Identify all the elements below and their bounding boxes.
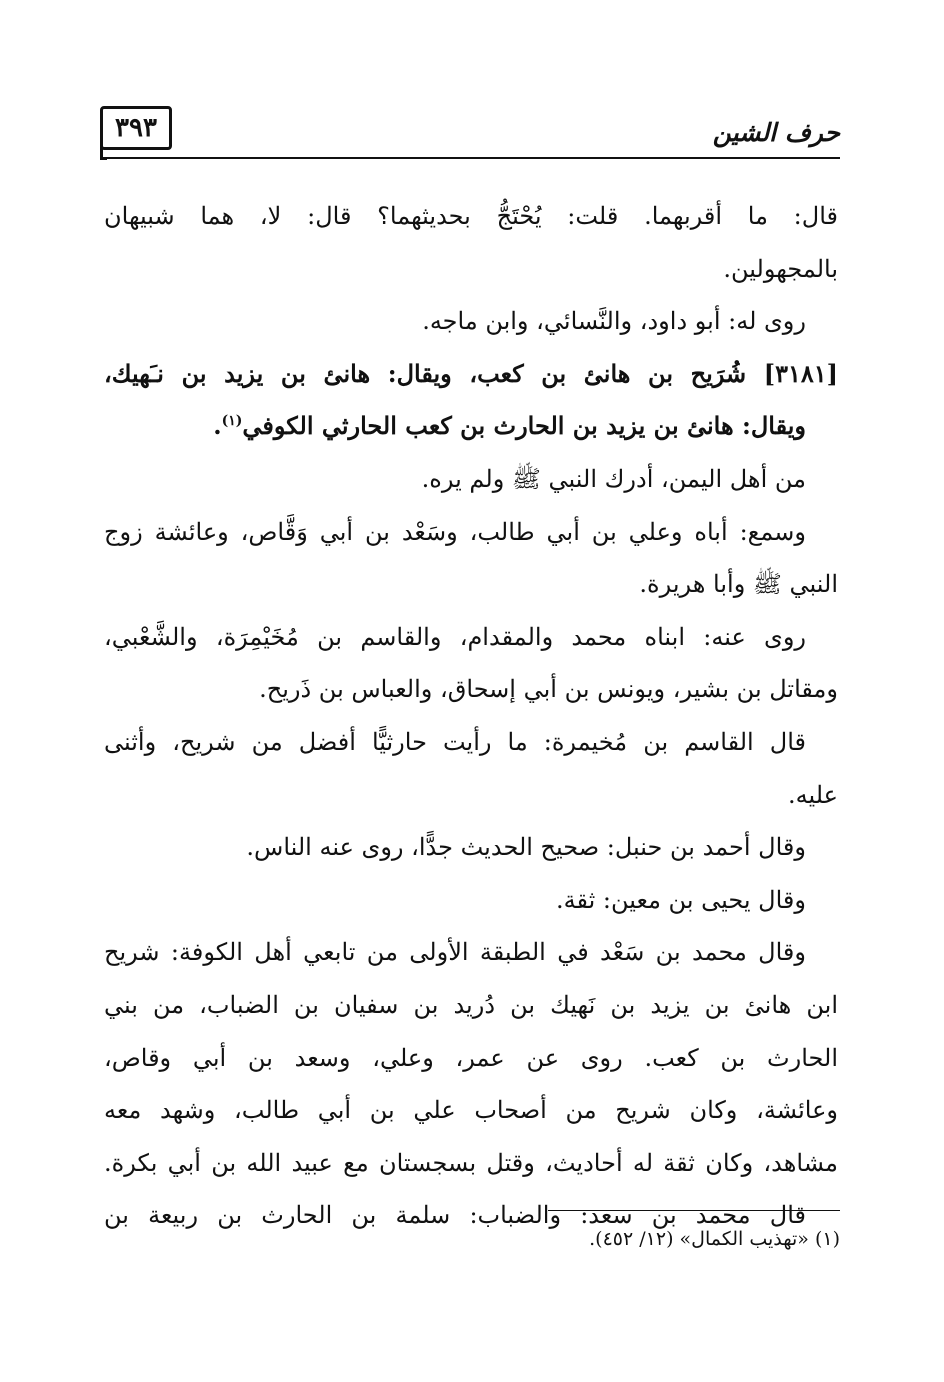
entry-heading-line: [٣١٨١] شُرَيح بن هانئ بن كعب، ويقال: هانئ بن يزيد بن نـَهيك، <box>104 358 838 388</box>
footnote-marker: (١) <box>221 413 243 430</box>
text-line: ابن هانئ بن يزيد بن نَهيك بن دُريد بن سفيان بن الضباب، من بني <box>104 990 838 1019</box>
entry-heading-line <box>104 400 838 453</box>
header-rule <box>100 157 840 159</box>
text-line: وقال محمد بن سَعْد في الطبقة الأولى من تابعي أهل الكوفة: شريح <box>104 938 806 967</box>
running-title: حرف الشين <box>712 118 840 147</box>
text-line: بالمجهولين. <box>723 254 838 283</box>
text-line: وعائشة، وكان شريح من أصحاب علي بن أبي طالب، وشهد معه <box>104 1096 838 1125</box>
text-line: وقال يحيى بن معين: ثقة. <box>555 885 806 914</box>
text-line: روى عنه: ابناه محمد والمقدام، والقاسم بن مُخَيْمِرَة، والشَّعْبي، <box>104 622 806 651</box>
text-line: النبي ﷺ وأبا هريرة. <box>639 570 838 599</box>
text-line: قال محمد بن سعد: والضباب: سلمة بن الحارث بن ربيعة بن <box>104 1201 806 1230</box>
entry-heading-text: ويقال: هانئ بن يزيد بن الحارث بن كعب الحارثي الكوفي <box>242 411 806 441</box>
text-line: وقال أحمد بن حنبل: صحيح الحديث جدًّا، روى عنه الناس. <box>246 833 806 862</box>
text-line: ومقاتل بن بشير، ويونس بن أبي إسحاق، والعباس بن ذَريح. <box>259 675 838 704</box>
main-text <box>104 190 838 1242</box>
page-number: ٣٩٣ <box>100 106 172 150</box>
text-line: من أهل اليمن، أدرك النبي ﷺ ولم يره. <box>421 464 806 493</box>
text-line: روى له: أبو داود، والنَّسائي، وابن ماجه. <box>422 307 806 336</box>
entry-heading-end: . <box>213 411 222 441</box>
footnote-rule <box>548 1210 840 1211</box>
text-line: مشاهد، وكان ثقة له أحاديث، وقتل بسجستان مع عبيد الله بن أبي بكرة. <box>104 1148 838 1177</box>
text-line: قال: ما أقربهما. قلت: يُحْتَجُّ بحديثهما؟ قال: لا، هما شبيهان <box>104 202 838 230</box>
text-line: عليه. <box>787 780 838 809</box>
text-line: وسمع: أباه وعلي بن أبي طالب، وسَعْد بن أبي وَقَّاص، وعائشة زوج <box>104 517 806 546</box>
footnote-text: (١) «تهذيب الكمال» (١٢/ ٤٥٢). <box>589 1228 840 1250</box>
text-line: قال القاسم بن مُخيمرة: ما رأيت حارثيًّا أفضل من شريح، وأثنى <box>104 727 806 756</box>
text-line: الحارث بن كعب. روى عن عمر، وعلي، وسعد بن أبي وقاص، <box>104 1043 838 1072</box>
